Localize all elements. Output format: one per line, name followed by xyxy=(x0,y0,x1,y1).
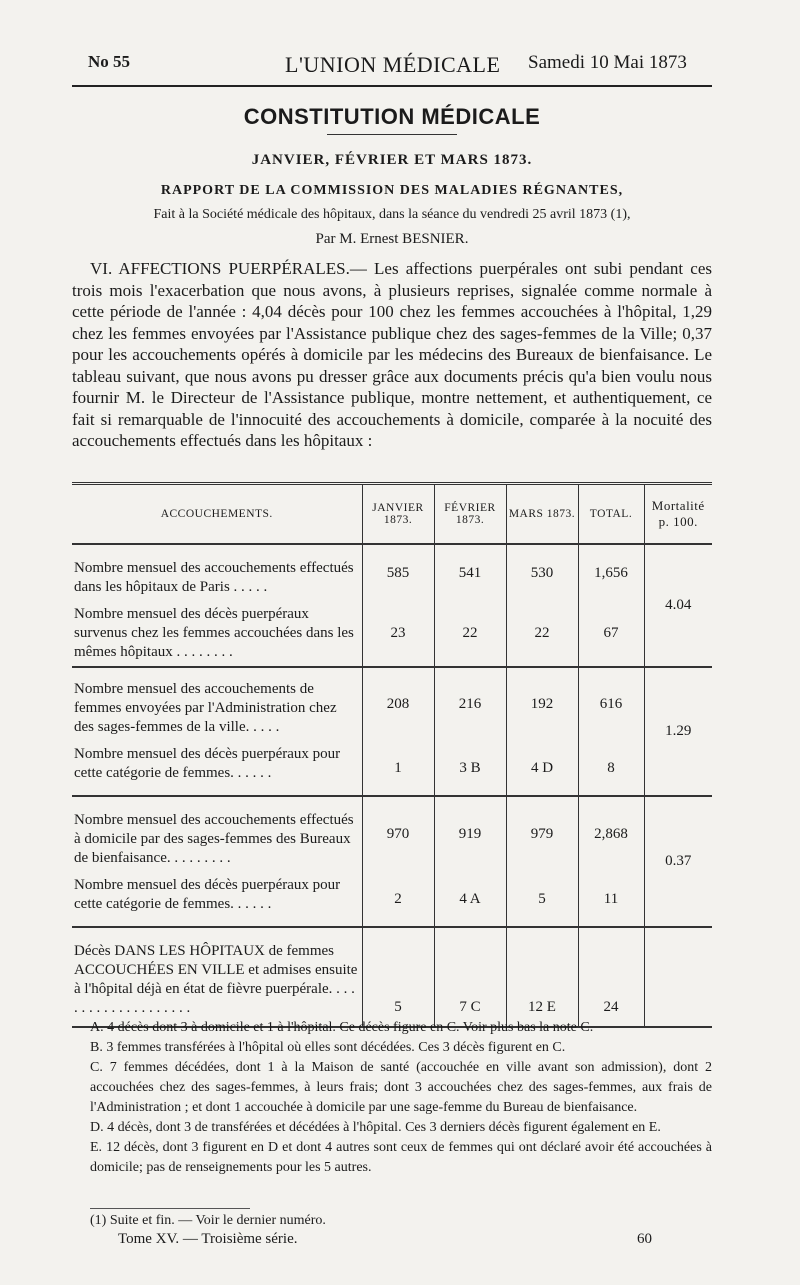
table-row xyxy=(72,796,712,872)
section-paragraph xyxy=(72,258,712,452)
note-item xyxy=(90,1018,712,1038)
row-label: Nombre mensuel des accouchements effectués dans les hôpitaux de Paris . . . . . xyxy=(74,560,354,595)
cell-total: 67 xyxy=(578,601,644,667)
cell-february: 7 C xyxy=(434,927,506,1027)
cell-january: 23 xyxy=(362,601,434,667)
article-author: Par M. Ernest BESNIER. xyxy=(315,231,469,247)
issue-number: No 55 xyxy=(88,52,131,71)
section-text: — Les affections puerpérales ont subi pendant ces trois mois l'exacerbation que nous avons, à plusieurs reprises, signalée comme normale à cette période de l'année : 4,04 décès pour 100 chez les femmes accouchées à l'hôpital, 1,29 chez les femmes envoyées par l'Assistance publique chez des sages-femmes de la Ville; 0,37 pour les accouchements opérés à domicile par les médecins des Bureaux de bienfaisance. Le tableau suivant, que nous avons pu dresser grâce aux documents précis qu'a bien voulu nous fournir M. le Directeur de l'Assistance publique, montre nettement, et authentiquement, ce fait si remarquable de l'innocuité des accouchements à domicile, comparée à la nocuité des accouchements effectués dans les hôpitaux : xyxy=(72,259,712,450)
note-item xyxy=(90,1058,712,1118)
title-divider xyxy=(327,134,457,135)
table-row xyxy=(72,601,712,667)
row-label: Nombre mensuel des accouchements effectués à domicile par des sages-femmes des Bureaux de bienfaisance. . . . . . . . . xyxy=(74,812,354,866)
cell-total: 11 xyxy=(578,872,644,927)
article-period: JANVIER, FÉVRIER ET MARS 1873. xyxy=(251,152,533,168)
header-january: JANVIER 1873. xyxy=(362,484,434,545)
note-text: 4 décès, dont 3 de transférées et décédées à l'hôpital. Ces 3 derniers décès figurent également en E. xyxy=(107,1120,661,1135)
volume-info: Tome XV. — Troisième série. xyxy=(118,1231,298,1247)
cell-march: 22 xyxy=(506,601,578,667)
note-text: 7 femmes décédées, dont 1 à la Maison de santé (accouchée en ville avant son admission), dont 2 accouchées chez des sages-femmes, à leurs frais; dont 3 accouchées chez des sages-femmes, aux frais de l'Administration ; et dont 1 accouchée à domicile par une sage-femme du Bureau de bienfaisance. xyxy=(90,1060,712,1115)
section-heading: VI. AFFECTIONS PUERPÉRALES. xyxy=(90,259,350,278)
cell-february: 216 xyxy=(434,667,506,741)
journal-title: L'UNION MÉDICALE xyxy=(285,52,501,77)
cell-january: 970 xyxy=(362,796,434,872)
row-label: Nombre mensuel des accouchements de femmes envoyées par l'Administration chez des sages-femmes de la ville. . . . . xyxy=(74,681,337,735)
cell-february: 22 xyxy=(434,601,506,667)
cell-february: 541 xyxy=(434,544,506,601)
cell-total: 2,868 xyxy=(578,796,644,872)
note-marker: E. xyxy=(90,1140,103,1155)
table-row xyxy=(72,544,712,601)
header-march: MARS 1873. xyxy=(506,484,578,545)
cell-january: 1 xyxy=(362,741,434,796)
cell-march: 979 xyxy=(506,796,578,872)
cell-january: 208 xyxy=(362,667,434,741)
cell-january: 2 xyxy=(362,872,434,927)
note-text: 4 décès dont 3 à domicile et 1 à l'hôpital. Ce décès figure en C. Voir plus bas la note C. xyxy=(107,1020,594,1035)
cell-march: 4 D xyxy=(506,741,578,796)
statistics-table xyxy=(72,482,712,1028)
note-marker: C. xyxy=(90,1060,103,1075)
note-item xyxy=(90,1138,712,1178)
page-number: 60 xyxy=(637,1231,652,1247)
cell-total: 8 xyxy=(578,741,644,796)
cell-mortality: 4.04 xyxy=(644,544,712,667)
header-total: TOTAL. xyxy=(578,484,644,545)
header-accouchements: ACCOUCHEMENTS. xyxy=(160,508,273,520)
cell-total: 1,656 xyxy=(578,544,644,601)
header-february: FÉVRIER 1873. xyxy=(434,484,506,545)
note-marker: A. xyxy=(90,1020,104,1035)
note-text: 3 femmes transférées à l'hôpital où elles sont décédées. Ces 3 décès figurent en C. xyxy=(106,1040,566,1055)
header-rule xyxy=(72,85,712,87)
cell-february: 4 A xyxy=(434,872,506,927)
cell-mortality xyxy=(644,927,712,1027)
row-label: Décès DANS LES HÔPITAUX de femmes ACCOUCHÉES EN VILLE et admises ensuite à l'hôpital déjà en état de fièvre puerpérale. . . . . . . . . . . . . . . . . . . . xyxy=(74,943,358,1016)
article-title: CONSTITUTION MÉDICALE xyxy=(243,104,541,129)
header-mortality: Mortalité p. 100. xyxy=(644,484,712,545)
cell-mortality: 1.29 xyxy=(644,667,712,796)
cell-february: 919 xyxy=(434,796,506,872)
table-notes xyxy=(90,1018,712,1178)
cell-february: 3 B xyxy=(434,741,506,796)
note-text: 12 décès, dont 3 figurent en D et dont 4 autres sont ceux de femmes qui ont déclaré avoir été accouchées à domicile; pas de renseignements pour les 5 autres. xyxy=(90,1140,712,1175)
footnote: (1) Suite et fin. — Voir le dernier numéro. xyxy=(90,1213,326,1228)
note-marker: D. xyxy=(90,1120,104,1135)
cell-january: 585 xyxy=(362,544,434,601)
report-context: Fait à la Société médicale des hôpitaux, dans la séance du vendredi 25 avril 1873 (1), xyxy=(153,207,631,222)
row-label: Nombre mensuel des décès puerpéraux pour cette catégorie de femmes. . . . . . xyxy=(74,877,341,912)
table-row xyxy=(72,741,712,796)
cell-january: 5 xyxy=(362,927,434,1027)
footnote-rule xyxy=(90,1208,250,1209)
table-row xyxy=(72,927,712,1027)
issue-date: Samedi 10 Mai 1873 xyxy=(528,52,687,73)
row-label: Nombre mensuel des décès puerpéraux survenus chez les femmes accouchées dans les mêmes hôpitaux . . . . . . . . xyxy=(74,606,354,660)
cell-march: 530 xyxy=(506,544,578,601)
report-title: RAPPORT DE LA COMMISSION DES MALADIES RÉGNANTES, xyxy=(160,183,624,198)
table-row xyxy=(72,872,712,927)
table-header-row xyxy=(72,484,712,545)
cell-total: 24 xyxy=(578,927,644,1027)
cell-march: 192 xyxy=(506,667,578,741)
note-marker: B. xyxy=(90,1040,103,1055)
cell-total: 616 xyxy=(578,667,644,741)
cell-mortality: 0.37 xyxy=(644,796,712,927)
table-row xyxy=(72,667,712,741)
row-label: Nombre mensuel des décès puerpéraux pour cette catégorie de femmes. . . . . . xyxy=(74,746,341,781)
cell-march: 5 xyxy=(506,872,578,927)
note-item xyxy=(90,1118,712,1138)
note-item xyxy=(90,1038,712,1058)
cell-march: 12 E xyxy=(506,927,578,1027)
